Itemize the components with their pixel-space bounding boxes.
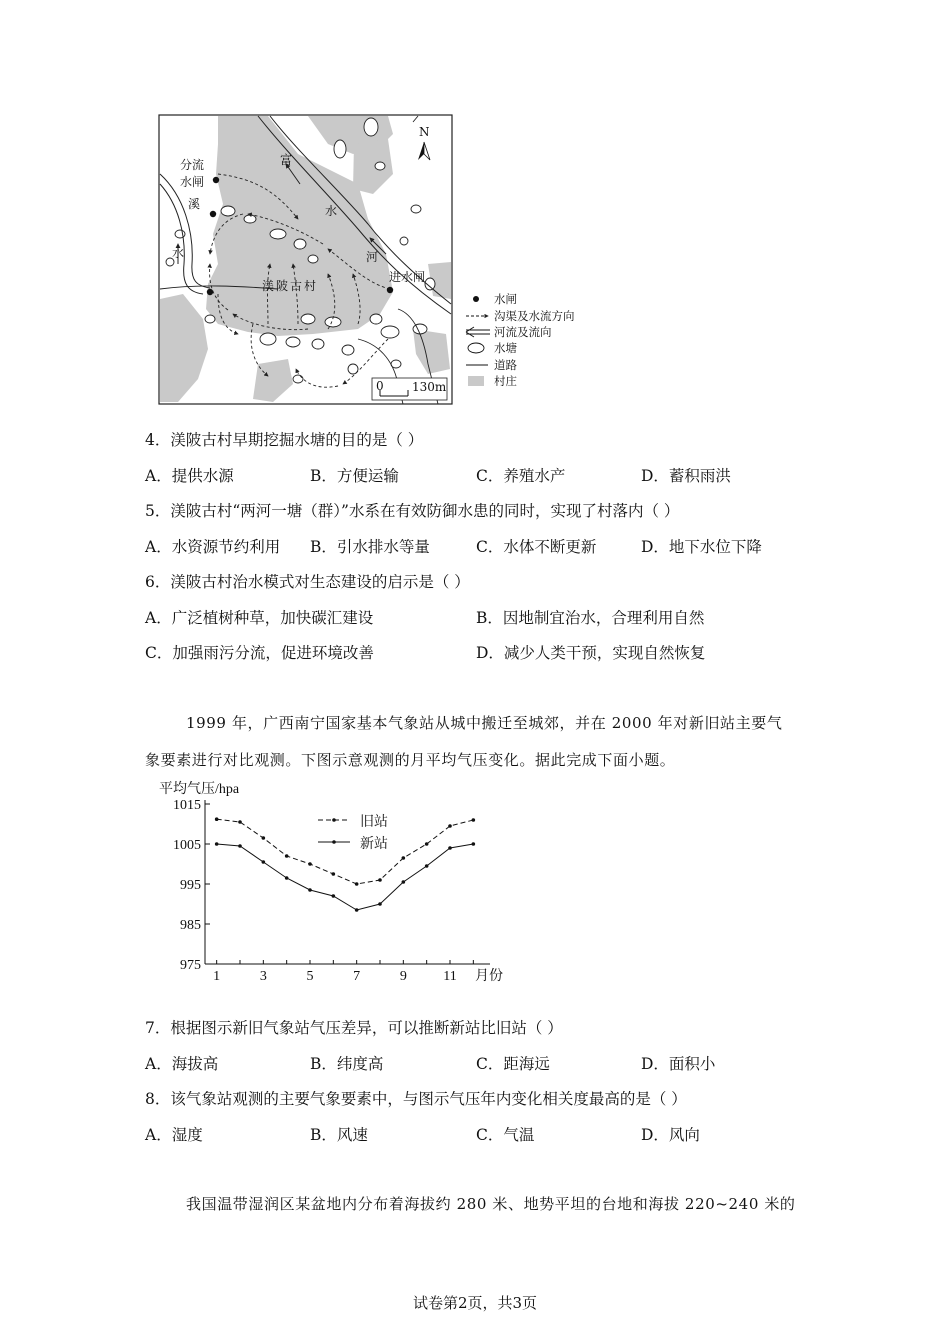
map-legend bbox=[466, 292, 575, 388]
chart-point bbox=[378, 902, 382, 906]
question-6-stem: 6．渼陂古村治水模式对生态建设的启示是（ ） bbox=[145, 573, 470, 591]
q7-option-d[interactable]: D．面积小 bbox=[641, 1055, 716, 1073]
q4-option-c[interactable]: C．养殖水产 bbox=[476, 467, 566, 485]
chart-xtick-label: 5 bbox=[306, 969, 314, 984]
chart-point bbox=[425, 842, 429, 846]
label-fu-2: 水 bbox=[325, 204, 338, 218]
branch-sluice-dot-icon bbox=[213, 177, 219, 183]
chart-point bbox=[402, 880, 406, 884]
svg-text:村庄: 村庄 bbox=[494, 374, 517, 388]
passage-2-line-2: 象要素进行对比观测。下图示意观测的月平均气压变化。据此完成下面小题。 bbox=[145, 751, 676, 769]
chart-point bbox=[378, 878, 382, 882]
svg-text:0: 0 bbox=[376, 379, 384, 393]
chart-legend-label: 旧站 bbox=[360, 815, 388, 830]
q5-option-c[interactable]: C．水体不断更新 bbox=[476, 538, 597, 556]
label-fu-3: 河 bbox=[366, 250, 379, 264]
chart-series-line-old bbox=[217, 819, 474, 884]
svg-text:沟渠及水流方向: 沟渠及水流方向 bbox=[494, 309, 575, 323]
q4-option-d[interactable]: D．蓄积雨洪 bbox=[641, 467, 731, 485]
label-sluice-1: 分流 bbox=[180, 158, 205, 172]
label-inlet-sluice: 进水闸 bbox=[389, 270, 426, 284]
svg-text:130m: 130m bbox=[412, 380, 447, 394]
chart-point bbox=[472, 818, 476, 822]
chart-point bbox=[332, 894, 336, 898]
passage-2-line-1: 1999 年，广西南宁国家基本气象站从城中搬迁至城郊，并在 2000 年对新旧站主要气 bbox=[186, 714, 783, 732]
chart-xtick-label: 1 bbox=[213, 969, 221, 984]
q6-option-c[interactable]: C．加强雨污分流，促进环境改善 bbox=[145, 644, 374, 662]
chart-point bbox=[355, 882, 359, 886]
label-xi-1: 溪 bbox=[188, 197, 201, 211]
q8-option-b[interactable]: B．风速 bbox=[310, 1126, 368, 1144]
chart-legend-marker bbox=[332, 818, 336, 822]
q8-option-a[interactable]: A．湿度 bbox=[145, 1126, 203, 1144]
svg-text:水塘: 水塘 bbox=[494, 341, 517, 355]
q7-option-c[interactable]: C．距海远 bbox=[476, 1055, 550, 1073]
question-8-stem: 8．该气象站观测的主要气象要素中，与图示气压年内变化相关度最高的是（ ） bbox=[145, 1090, 687, 1108]
label-village: 渼陂古村 bbox=[262, 279, 319, 293]
chart-xtick-label: 7 bbox=[353, 969, 361, 984]
svg-text:河流及流向: 河流及流向 bbox=[494, 325, 552, 339]
chart-point bbox=[215, 842, 219, 846]
page-footer: 试卷第2页，共3页 bbox=[412, 1294, 538, 1312]
chart-legend-marker bbox=[332, 840, 336, 844]
q5-option-a[interactable]: A．水资源节约利用 bbox=[145, 538, 281, 556]
q8-option-c[interactable]: C．气温 bbox=[476, 1126, 535, 1144]
passage-3-line-1: 我国温带湿润区某盆地内分布着海拔约 280 米、地势平坦的台地和海拔 220~240 米的 bbox=[186, 1195, 796, 1213]
q6-option-a[interactable]: A．广泛植树种草，加快碳汇建设 bbox=[145, 609, 374, 627]
chart-point bbox=[262, 836, 266, 840]
village-water-map bbox=[158, 114, 598, 408]
chart-point bbox=[448, 846, 452, 850]
chart-point bbox=[425, 864, 429, 868]
scale-bar bbox=[372, 378, 447, 400]
chart-point bbox=[262, 860, 266, 864]
q7-option-a[interactable]: A．海拔高 bbox=[145, 1055, 219, 1073]
q5-option-d[interactable]: D．地下水位下降 bbox=[641, 538, 762, 556]
chart-point bbox=[285, 854, 289, 858]
chart-point bbox=[215, 817, 219, 821]
svg-text:N: N bbox=[419, 125, 430, 139]
chart-point bbox=[355, 908, 359, 912]
q8-option-d[interactable]: D．风向 bbox=[641, 1126, 700, 1144]
pond-icon bbox=[468, 343, 484, 353]
chart-series-line-new bbox=[217, 844, 474, 910]
chart-ytick-label: 975 bbox=[180, 958, 201, 973]
chart-point bbox=[402, 856, 406, 860]
pressure-line-chart bbox=[150, 772, 530, 987]
label-fu-1: 富 bbox=[280, 153, 293, 167]
chart-ylabel: 平均气压/hpa bbox=[159, 782, 240, 797]
q4-option-b[interactable]: B．方便运输 bbox=[310, 467, 399, 485]
chart-point bbox=[308, 888, 312, 892]
question-4-stem: 4．渼陂古村早期挖掘水塘的目的是（ ） bbox=[145, 431, 424, 449]
svg-text:道路: 道路 bbox=[494, 358, 517, 372]
chart-xtick-label: 3 bbox=[259, 969, 267, 984]
chart-legend-label: 新站 bbox=[360, 837, 388, 852]
svg-text:水闸: 水闸 bbox=[494, 292, 517, 306]
q7-option-b[interactable]: B．纬度高 bbox=[310, 1055, 384, 1073]
label-xi-2: 水 bbox=[172, 246, 185, 260]
chart-point bbox=[472, 842, 476, 846]
chart-ytick-label: 985 bbox=[180, 918, 201, 933]
question-7-stem: 7．根据图示新旧气象站气压差异，可以推断新站比旧站（ ） bbox=[145, 1019, 563, 1037]
label-sluice-2: 水闸 bbox=[180, 175, 205, 189]
chart-point bbox=[285, 876, 289, 880]
q6-option-d[interactable]: D．减少人类干预，实现自然恢复 bbox=[476, 644, 706, 662]
inlet-sluice-dot-icon bbox=[387, 287, 393, 293]
chart-xtick-label: 11 bbox=[443, 969, 457, 984]
chart-point bbox=[238, 844, 242, 848]
chart-point bbox=[448, 824, 452, 828]
q4-option-a[interactable]: A．提供水源 bbox=[145, 467, 234, 485]
chart-point bbox=[308, 862, 312, 866]
chart-point bbox=[332, 872, 336, 876]
chart-ytick-label: 1015 bbox=[173, 798, 201, 813]
village-fill-icon bbox=[468, 376, 484, 386]
q6-option-b[interactable]: B．因地制宜治水，合理利用自然 bbox=[476, 609, 705, 627]
chart-xtick-label: 9 bbox=[399, 969, 407, 984]
q5-option-b[interactable]: B．引水排水等量 bbox=[310, 538, 430, 556]
chart-point bbox=[238, 820, 242, 824]
chart-xlabel: 月份 bbox=[475, 969, 503, 984]
chart-ytick-label: 995 bbox=[180, 878, 201, 893]
dot-icon bbox=[473, 296, 479, 302]
chart-ytick-label: 1005 bbox=[173, 838, 201, 853]
river-arrow-icon bbox=[466, 327, 490, 337]
question-5-stem: 5．渼陂古村“两河一塘（群）”水系在有效防御水患的同时，实现了村落内（ ） bbox=[145, 502, 680, 520]
